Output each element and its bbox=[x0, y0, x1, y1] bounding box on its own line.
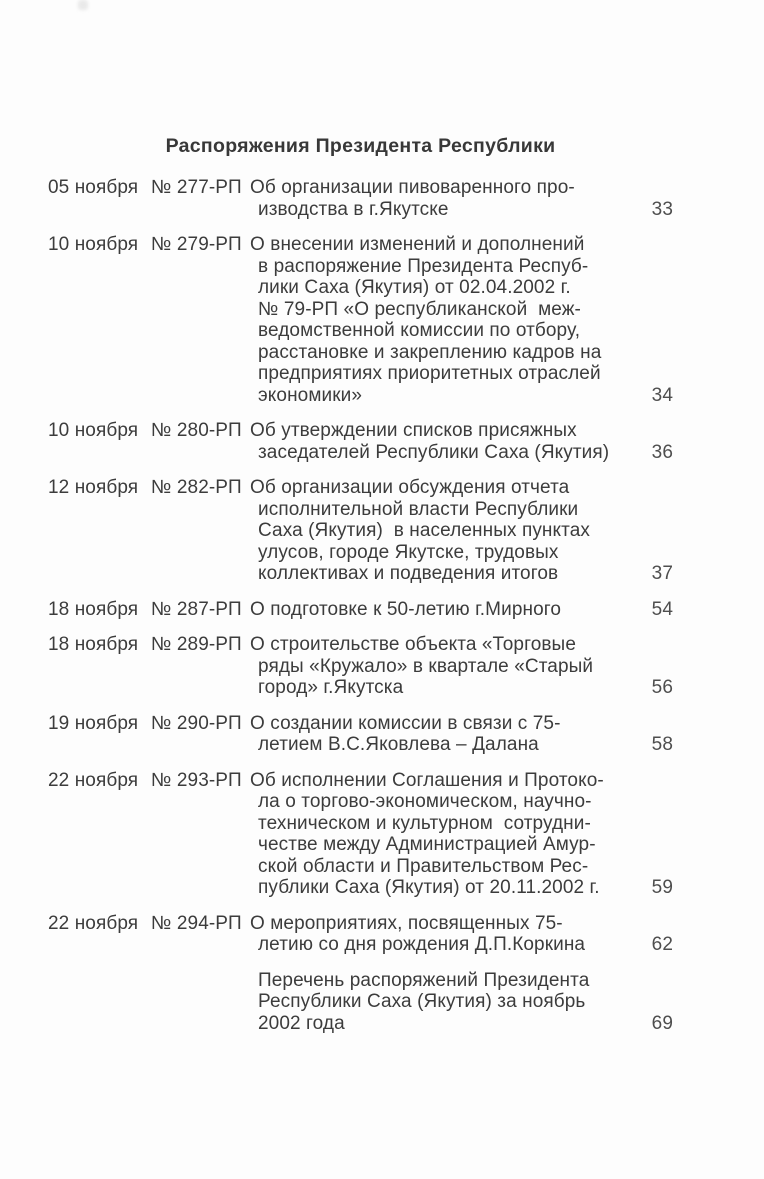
title-line: Перечень распоряжений Президента bbox=[258, 969, 590, 991]
entry-number: № 282-РП bbox=[151, 477, 242, 498]
entry-title bbox=[250, 913, 595, 956]
title-line: ской области и Правительством Рес- bbox=[258, 855, 589, 877]
title-line: О внесении изменений и дополнений bbox=[250, 234, 585, 255]
entry-number: № 279-РП bbox=[151, 234, 242, 255]
toc-entry bbox=[48, 913, 673, 956]
entry-number: № 294-РП bbox=[151, 912, 242, 934]
title-line: заседателей Республики Саха (Якутия) bbox=[258, 441, 610, 463]
title-line: техническом и культурном сотрудни- bbox=[258, 812, 591, 834]
entry-date: 22 ноября bbox=[48, 912, 139, 934]
title-line: летию со дня рождения Д.П.Коркина bbox=[258, 934, 586, 955]
title-line: лики Саха (Якутия) от 02.04.2002 г. bbox=[258, 277, 571, 298]
title-line: О подготовке к 50-летию г.Мирного bbox=[250, 598, 562, 620]
title-line: ведомственной комиссии по отбору, bbox=[258, 320, 581, 341]
title-line: расстановке и закреплению кадров на bbox=[258, 341, 602, 363]
entry-title bbox=[250, 234, 602, 406]
title-line: ряды «Кружало» в квартале «Старый bbox=[258, 655, 594, 677]
title-line: 2002 года bbox=[258, 1012, 345, 1034]
entry-page-number: 69 bbox=[651, 1012, 673, 1034]
title-line: улусов, городе Якутске, трудовых bbox=[258, 541, 559, 563]
entry-title bbox=[250, 769, 604, 899]
entry-date: 10 ноября bbox=[48, 420, 139, 441]
entry-number: № 293-РП bbox=[151, 769, 242, 791]
title-line: публики Саха (Якутия) от 20.11.2002 г. bbox=[258, 877, 600, 898]
title-line: предприятиях приоритетных отраслей bbox=[258, 363, 601, 384]
entry-number: № 277-РП bbox=[151, 177, 242, 198]
title-line: летием В.С.Яковлева – Далана bbox=[258, 734, 539, 755]
title-line: Саха (Якутия) в населенных пунктах bbox=[258, 520, 591, 541]
entry-title bbox=[250, 713, 595, 756]
title-line: ла о торгово-экономическом, научно- bbox=[258, 791, 592, 812]
title-line: исполнительной власти Республики bbox=[258, 498, 579, 520]
title-line: О создании комиссии в связи с 75- bbox=[250, 712, 561, 734]
entry-title bbox=[250, 420, 610, 463]
title-line: О строительстве объекта «Торговые bbox=[250, 634, 576, 655]
entry-title bbox=[250, 970, 595, 1035]
entry-title bbox=[250, 634, 595, 699]
title-line: изводства в г.Якутске bbox=[258, 198, 449, 220]
entry-title bbox=[250, 599, 595, 621]
title-line: город» г.Якутска bbox=[258, 677, 404, 698]
entry-date: 12 ноября bbox=[48, 477, 139, 498]
entry-date: 22 ноября bbox=[48, 769, 139, 791]
entry-page-number: 33 bbox=[651, 198, 673, 220]
entry-number: № 290-РП bbox=[151, 712, 242, 734]
title-line: в распоряжение Президента Респуб- bbox=[258, 255, 589, 277]
toc-entry bbox=[48, 634, 673, 699]
entry-page-number: 62 bbox=[651, 934, 673, 955]
title-line: Республики Саха (Якутия) за ноябрь bbox=[258, 991, 586, 1012]
entry-number: № 289-РП bbox=[151, 634, 242, 655]
title-line: Об организации пивоваренного про- bbox=[250, 177, 575, 198]
toc-entry-summary bbox=[48, 970, 673, 1035]
toc-list bbox=[48, 177, 673, 1048]
entry-date: 18 ноября bbox=[48, 598, 139, 620]
entry-page-number: 59 bbox=[651, 877, 673, 898]
entry-title bbox=[250, 177, 595, 220]
title-line: Об утверждении списков присяжных bbox=[250, 420, 577, 441]
toc-entry bbox=[48, 177, 673, 220]
entry-page-number: 37 bbox=[651, 563, 673, 584]
title-line: честве между Администрацией Амур- bbox=[258, 834, 596, 855]
toc-entry bbox=[48, 770, 673, 899]
entry-page-number: 36 bbox=[651, 441, 673, 463]
title-line: Об исполнении Соглашения и Протоко- bbox=[250, 769, 604, 791]
title-line: коллективах и подведения итогов bbox=[258, 563, 559, 584]
section-title: Распоряжения Президента Республики bbox=[165, 135, 556, 157]
entry-date: 18 ноября bbox=[48, 634, 139, 655]
toc-entry bbox=[48, 477, 673, 585]
entry-number: № 287-РП bbox=[151, 598, 242, 620]
entry-page-number: 58 bbox=[651, 734, 673, 755]
scan-smudge-artifact bbox=[78, 0, 88, 10]
title-line: № 79-РП «О республиканской меж- bbox=[258, 298, 581, 320]
title-line: экономики» bbox=[258, 384, 363, 406]
title-line: О мероприятиях, посвященных 75- bbox=[250, 912, 563, 934]
entry-date: 10 ноября bbox=[48, 234, 139, 255]
entry-page-number: 56 bbox=[651, 677, 673, 698]
entry-page-number: 54 bbox=[651, 598, 673, 620]
toc-entry bbox=[48, 420, 673, 463]
toc-entry bbox=[48, 599, 673, 621]
entry-number: № 280-РП bbox=[151, 420, 242, 441]
toc-entry bbox=[48, 713, 673, 756]
title-line: Об организации обсуждения отчета bbox=[250, 477, 570, 498]
entry-date: 05 ноября bbox=[48, 177, 139, 198]
entry-title bbox=[250, 477, 595, 585]
toc-entry bbox=[48, 234, 673, 406]
entry-date: 19 ноября bbox=[48, 712, 139, 734]
entry-page-number: 34 bbox=[651, 384, 673, 406]
